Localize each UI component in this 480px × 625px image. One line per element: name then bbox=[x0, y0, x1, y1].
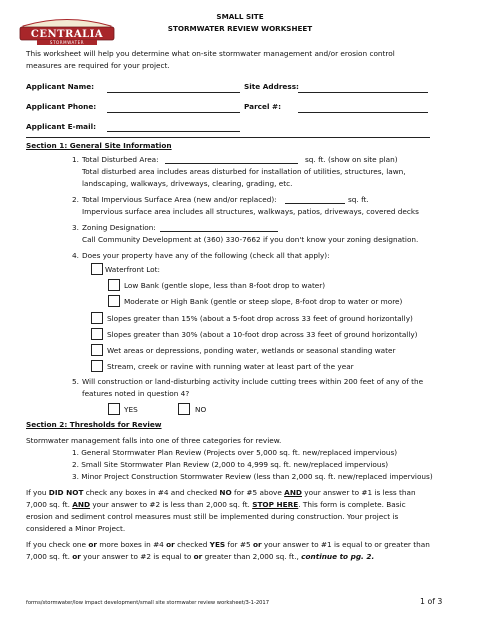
applicant-email-field[interactable] bbox=[107, 131, 240, 132]
parcel-field[interactable] bbox=[298, 112, 428, 113]
q5-number: 5. bbox=[72, 377, 79, 386]
applicant-phone-label: Applicant Phone: bbox=[26, 102, 97, 111]
q3-number: 3. bbox=[72, 223, 79, 232]
q4-option-slope-30: Slopes greater than 30% (about a 10-foot drop across 33 feet of ground horizontally) bbox=[107, 330, 418, 339]
high-bank-checkbox[interactable] bbox=[108, 295, 120, 307]
intro-line-2: measures are required for your project. bbox=[26, 61, 170, 70]
q3-label: Zoning Designation: bbox=[82, 223, 156, 232]
stop-paragraph-line-2: 7,000 sq. ft. AND your answer to #2 is less than 2,000 sq. ft. STOP HERE. This form is complete. Basic bbox=[26, 500, 406, 509]
continue-paragraph-line-1: If you check one or more boxes in #4 or checked YES for #5 or your answer to #1 is equal to or greater than bbox=[26, 540, 430, 549]
q4-option-stream: Stream, creek or ravine with running water at least part of the year bbox=[107, 362, 354, 371]
q2-label: Total Impervious Surface Area (new and/or replaced): bbox=[82, 195, 277, 204]
intro-line-1: This worksheet will help you determine what on-site stormwater management and/or erosion control bbox=[26, 49, 395, 58]
q2-unit: sq. ft. bbox=[348, 195, 369, 204]
q4-number: 4. bbox=[72, 251, 79, 260]
section-divider bbox=[26, 137, 430, 138]
threshold-item-3: 3. Minor Project Construction Stormwater Review (less than 2,000 sq. ft. new/replaced impervious) bbox=[72, 472, 433, 481]
site-address-label: Site Address: bbox=[244, 82, 299, 91]
page-number: 1 of 3 bbox=[420, 597, 443, 606]
section2-intro: Stormwater management falls into one of three categories for review. bbox=[26, 436, 282, 445]
q4-option-waterfront: Waterfront Lot: bbox=[105, 265, 160, 274]
q1-unit: sq. ft. (show on site plan) bbox=[305, 155, 398, 164]
threshold-item-2: 2. Small Site Stormwater Plan Review (2,000 to 4,999 sq. ft. new/replaced impervious) bbox=[72, 460, 389, 469]
header-line-2: STORMWATER REVIEW WORKSHEET bbox=[167, 24, 313, 33]
q4-option-high-bank: Moderate or High Bank (gentle or steep slope, 8-foot drop to water or more) bbox=[124, 297, 403, 306]
slope-15-checkbox[interactable] bbox=[91, 312, 103, 324]
parcel-label: Parcel #: bbox=[244, 102, 282, 111]
logo-subtitle: STORMWATER bbox=[49, 40, 85, 46]
applicant-phone-field[interactable] bbox=[107, 112, 240, 113]
q4-option-low-bank: Low Bank (gentle slope, less than 8-foot drop to water) bbox=[124, 281, 326, 290]
q1-desc-1: Total disturbed area includes areas disturbed for installation of utilities, structures, lawn, bbox=[82, 167, 406, 176]
q4-option-wet-areas: Wet areas or depressions, ponding water, wetlands or seasonal standing water bbox=[107, 346, 396, 355]
threshold-item-1: 1. General Stormwater Plan Review (Projects over 5,000 sq. ft. new/replaced impervious) bbox=[72, 448, 398, 457]
low-bank-checkbox[interactable] bbox=[108, 279, 120, 291]
q4-label: Does your property have any of the following (check all that apply): bbox=[82, 251, 330, 260]
stop-paragraph-line-4: considered a Minor Project. bbox=[26, 524, 126, 533]
stop-paragraph-line-3: erosion and sediment control measures must still be implemented during construction. Your project is bbox=[26, 512, 399, 521]
q2-number: 2. bbox=[72, 195, 79, 204]
q1-label: Total Disturbed Area: bbox=[82, 155, 159, 164]
q5-no-label: NO bbox=[195, 405, 207, 414]
logo-name: CENTRALIA bbox=[30, 29, 104, 40]
site-address-field[interactable] bbox=[298, 92, 428, 93]
q5-line-1: Will construction or land-disturbing activity include cutting trees within 200 feet of any of the bbox=[82, 377, 424, 386]
applicant-name-label: Applicant Name: bbox=[26, 82, 95, 91]
applicant-name-field[interactable] bbox=[107, 92, 240, 93]
q2-field[interactable] bbox=[285, 203, 345, 204]
q3-desc-1: Call Community Development at (360) 330-7662 if you don't know your zoning designation. bbox=[82, 235, 419, 244]
q5-no-checkbox[interactable] bbox=[178, 403, 190, 415]
slope-30-checkbox[interactable] bbox=[91, 328, 103, 340]
waterfront-checkbox[interactable] bbox=[91, 263, 103, 275]
q1-number: 1. bbox=[72, 155, 79, 164]
q3-field[interactable] bbox=[160, 231, 278, 232]
q5-line-2: features noted in question 4? bbox=[82, 389, 190, 398]
wet-areas-checkbox[interactable] bbox=[91, 344, 103, 356]
q5-yes-checkbox[interactable] bbox=[108, 403, 120, 415]
footer-path: forms/stormwater/low impact development/small site stormwater review worksheet/3-1-2017 bbox=[26, 600, 270, 606]
section2-title: Section 2: Thresholds for Review bbox=[26, 420, 162, 429]
applicant-email-label: Applicant E-mail: bbox=[26, 122, 97, 131]
stream-checkbox[interactable] bbox=[91, 360, 103, 372]
q2-desc-1: Impervious surface area includes all structures, walkways, patios, driveways, covered decks bbox=[82, 207, 419, 216]
q1-field[interactable] bbox=[165, 163, 298, 164]
q1-desc-2: landscaping, walkways, driveways, clearing, grading, etc. bbox=[82, 179, 293, 188]
q5-yes-label: YES bbox=[124, 405, 138, 414]
header-line-1: SMALL SITE bbox=[216, 12, 264, 21]
continue-paragraph-line-2: 7,000 sq. ft. or your answer to #2 is equal to or greater than 2,000 sq. ft., continue to pg. 2. bbox=[26, 552, 375, 561]
q4-option-slope-15: Slopes greater than 15% (about a 5-foot drop across 33 feet of ground horizontally) bbox=[107, 314, 413, 323]
stop-paragraph-line-1: If you DID NOT check any boxes in #4 and checked NO for #5 above AND your answer to #1 is less than bbox=[26, 488, 416, 497]
section1-title: Section 1: General Site Information bbox=[26, 141, 172, 150]
